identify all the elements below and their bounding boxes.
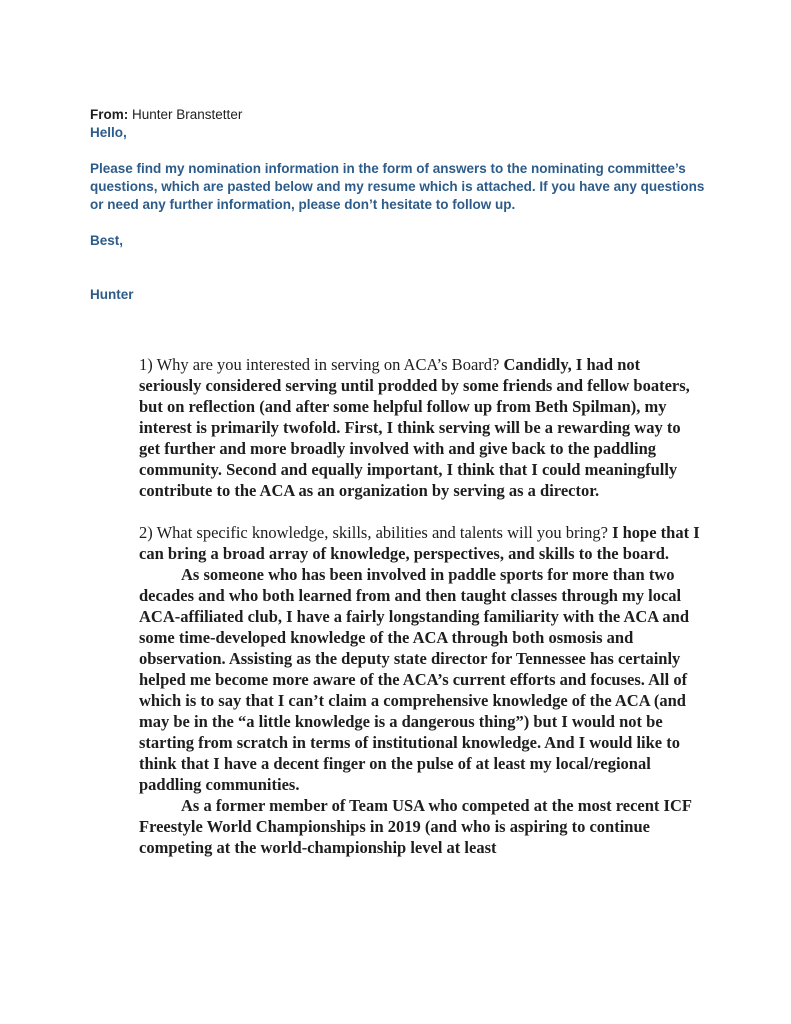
email-greeting: Hello, (90, 125, 127, 140)
question-2-text: 2) What specific knowledge, skills, abilities and talents will you bring? (139, 523, 613, 542)
answer-2-paragraph-3: As a former member of Team USA who competed at the most recent ICF Freestyle World Championships in 2019 (and who is aspiring to continue competing at the world-championship level at least (139, 796, 692, 857)
email-closing: Best, (90, 233, 124, 248)
nomination-answers (139, 354, 702, 858)
answer-2-paragraph-2: As someone who has been involved in paddle sports for more than two decades and who both learned from and then taught classes through my local ACA-affiliated club, I have a fairly longstanding familiarity with the ACA and some time-developed knowledge of the ACA through both osmosis and observation. Assisting as the deputy state director for Tennessee has certainly helped me become more aware of the ACA’s current efforts and focuses. All of which is to say that I can’t claim a comprehensive knowledge of the ACA (and may be in the “a little knowledge is a dangerous thing”) but I would not be starting from scratch in terms of institutional knowledge. And I would like to think that I have a decent finger on the pulse of at least my local/regional paddling communities. (139, 565, 690, 794)
from-name: Hunter Branstetter (132, 107, 243, 122)
question-answer-1 (139, 354, 702, 501)
email-signature: Hunter (90, 287, 134, 302)
answer-2-text: I hope that I can bring a broad array of knowledge, perspectives, and skills to the board. (139, 523, 700, 563)
question-1-text: 1) Why are you interested in serving on ACA’s Board? (139, 355, 504, 374)
question-answer-2 (139, 522, 702, 564)
from-label: From: (90, 107, 129, 122)
from-line (90, 106, 715, 124)
answer-1-text: Candidly, I had not seriously considered serving until prodded by some friends and fellow boaters, but on reflection (and after some helpful follow up from Beth Spilman), my interest is primarily twofold. First, I think serving will be a rewarding way to get further and more broadly involved with and give back to the paddling community. Second and equally important, I think that I could meaningfully contribute to the ACA as an organization by serving as a director. (139, 355, 690, 500)
email-body-paragraph: Please find my nomination information in the form of answers to the nominating committee’s questions, which are pasted below and my resume which is attached. If you have any questions or need any further information, please don’t hesitate to follow up. (90, 161, 705, 212)
email-header (90, 106, 715, 304)
